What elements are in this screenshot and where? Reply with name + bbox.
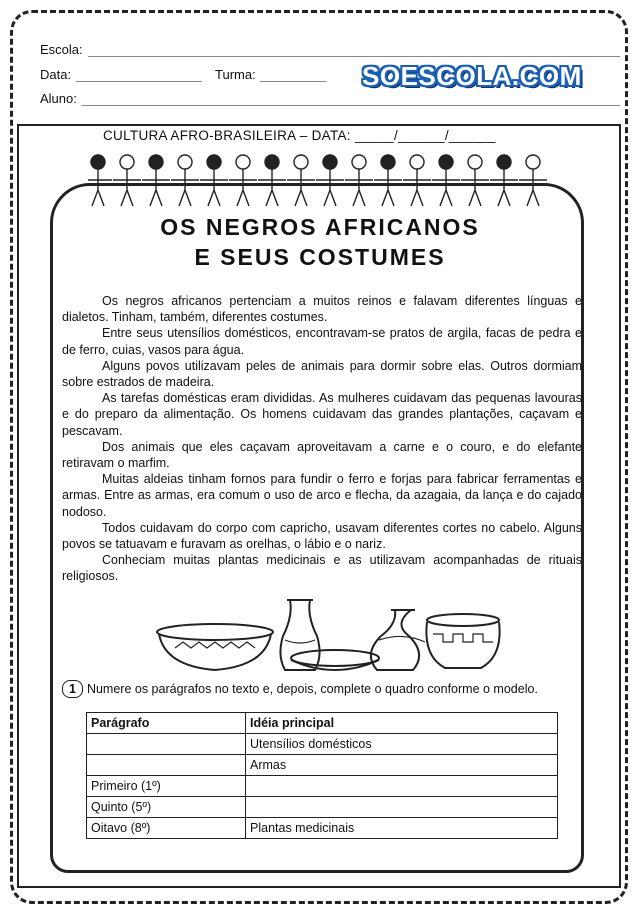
answer-table xyxy=(86,712,558,839)
table-row xyxy=(87,797,558,818)
table-header-row xyxy=(87,713,558,734)
reading-text xyxy=(62,293,582,585)
table-cell: Armas xyxy=(246,755,558,776)
pottery-illustration xyxy=(155,596,515,680)
title-line-2: E SEUS COSTUMES xyxy=(194,244,446,270)
turma-field[interactable] xyxy=(260,81,326,82)
table-cell[interactable] xyxy=(246,797,558,818)
paragraph: Muitas aldeias tinham fornos para fundir o ferro e forjas para fabricar ferramentas e armas. Entre as armas, era comum o uso de arco e flecha, da azagaia, da lança e do cajado nodoso. xyxy=(62,472,582,519)
data-field[interactable] xyxy=(76,81,202,82)
paragraph: Todos cuidavam do corpo com capricho, usavam diferentes cortes no cabelo. Alguns povos se tatuavam e furavam as orelhas, o lábio e o nariz. xyxy=(62,520,582,552)
table-cell: Primeiro (1º) xyxy=(87,776,246,797)
aluno-label: Aluno: xyxy=(40,91,77,106)
header-paragrafo: Parágrafo xyxy=(87,713,246,734)
table-cell: Plantas medicinais xyxy=(246,818,558,839)
question-number: 1 xyxy=(62,680,83,698)
paragraph: Dos animais que eles caçavam aproveitavam a carne e o couro, e do elefante retiravam o marfim. xyxy=(62,439,582,471)
children-illustration xyxy=(88,150,558,212)
table-cell: Oitavo (8º) xyxy=(87,818,246,839)
header-ideia-principal: Idéia principal xyxy=(246,713,558,734)
table-cell[interactable] xyxy=(246,776,558,797)
question-text: Numere os parágrafos no texto e, depois, complete o quadro conforme o modelo. xyxy=(86,682,538,696)
paragraph: Os negros africanos pertenciam a muitos reinos e falavam diferentes línguas e dialetos. Tinham, também, diferentes costumes. xyxy=(62,294,582,325)
data-label: Data: xyxy=(40,67,72,82)
table-cell[interactable] xyxy=(87,734,246,755)
escola-field[interactable] xyxy=(88,56,620,57)
table-cell: Quinto (5º) xyxy=(87,797,246,818)
table-row xyxy=(87,734,558,755)
table-row xyxy=(87,776,558,797)
paragraph: Entre seus utensílios domésticos, encontravam-se pratos de argila, facas de pedra e de ferro, cuias, vasos para água. xyxy=(62,326,582,357)
paragraph: Conheciam muitas plantas medicinais e as utilizavam acompanhadas de rituais religiosos. xyxy=(62,553,582,584)
table-cell: Utensílios domésticos xyxy=(246,734,558,755)
paragraph: Alguns povos utilizavam peles de animais para dormir sobre elas. Outros dormiam sobre estrados de madeira. xyxy=(62,358,582,390)
title-line-1: OS NEGROS AFRICANOS xyxy=(160,214,480,240)
paragraph: As tarefas domésticas eram divididas. As mulheres cuidavam das pequenas lavouras e do preparo da alimentação. Os homens cuidavam das grandes plantações, caçavam e pescavam. xyxy=(62,391,582,438)
question-1 xyxy=(62,680,582,698)
table-cell[interactable] xyxy=(87,755,246,776)
table-row xyxy=(87,755,558,776)
escola-label: Escola: xyxy=(40,42,83,57)
table-row xyxy=(87,818,558,839)
aluno-field[interactable] xyxy=(82,105,620,106)
topic-line: CULTURA AFRO-BRASILEIRA – DATA: _____/______/______ xyxy=(103,128,496,143)
site-logo: SOESCOLA.COM xyxy=(362,61,582,91)
turma-label: Turma: xyxy=(215,67,256,82)
